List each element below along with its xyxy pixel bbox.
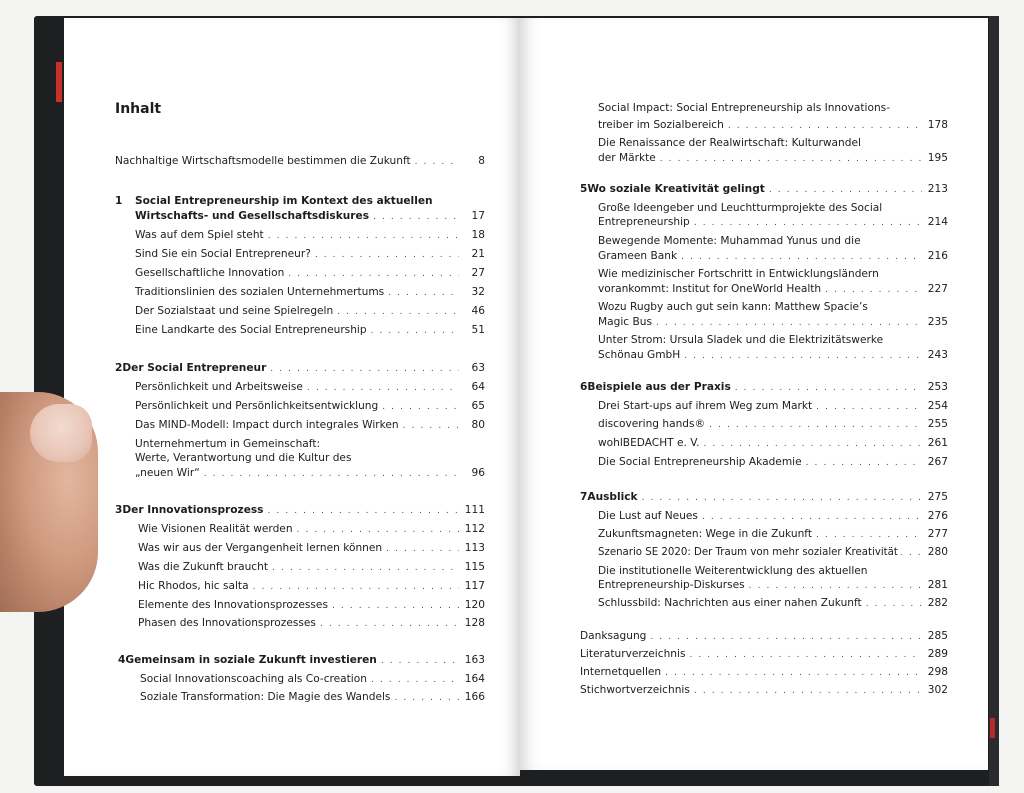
- toc-leader-dots: [866, 597, 922, 611]
- toc-entry-label: Persönlichkeit und Persönlichkeitsentwicklung: [135, 400, 379, 412]
- toc-entry-page: 21: [471, 248, 485, 260]
- toc-entry: [580, 629, 948, 644]
- toc-entry-label: Was auf dem Spiel steht: [135, 229, 264, 241]
- toc-leader-dots: [403, 419, 459, 433]
- toc-entry-page: 216: [927, 250, 948, 262]
- toc-entry-page: 112: [464, 523, 485, 535]
- toc-entry-line2: Entrepreneurship: [598, 216, 690, 228]
- toc-entry: [598, 249, 948, 264]
- toc-leader-dots: [825, 283, 922, 297]
- toc-leader-dots: [709, 418, 922, 432]
- toc-entry-line3: „neuen Wir“: [135, 467, 200, 479]
- thumbnail-nail: [30, 404, 92, 462]
- toc-entry: [135, 304, 485, 319]
- toc-entry-page: 275: [927, 491, 948, 503]
- toc-leader-dots: [900, 546, 924, 560]
- toc-entry-line2: der Märkte: [598, 152, 656, 164]
- toc-entry-page: 27: [471, 267, 485, 279]
- toc-leader-dots: [728, 119, 922, 133]
- toc-entry-label: Der Sozialstaat und seine Spielregeln: [135, 305, 334, 317]
- toc-leader-dots: [381, 654, 459, 668]
- toc-entry-page: 166: [464, 691, 485, 703]
- toc-entry-label: Die Social Entrepreneurship Akademie: [598, 456, 802, 468]
- toc-entry-label: Eine Landkarte des Social Entrepreneurship: [135, 324, 367, 336]
- toc-leader-dots: [270, 362, 459, 376]
- toc-leader-dots: [394, 691, 459, 705]
- toc-entry-page: 243: [927, 349, 948, 361]
- toc-entry-label: Nachhaltige Wirtschaftsmodelle bestimmen die Zukunft: [115, 155, 411, 167]
- toc-entry-page: 267: [927, 456, 948, 468]
- toc-entry-label: Traditionslinien des sozialen Unternehmertums: [135, 286, 385, 298]
- toc-entry-label: Was wir aus der Vergangenheit lernen können: [138, 542, 383, 554]
- toc-entry-page: 254: [927, 400, 948, 412]
- chapter-number: 6: [580, 381, 588, 393]
- toc-leader-dots: [388, 286, 459, 300]
- toc-entry-label: Drei Start-ups auf ihrem Weg zum Markt: [598, 400, 813, 412]
- toc-entry: [135, 266, 485, 281]
- toc-leader-dots: [684, 349, 922, 363]
- toc-entry-page: 113: [464, 542, 485, 554]
- toc-entry-label: discovering hands®: [598, 418, 706, 430]
- toc-entry-label: wohlBEDACHT e. V.: [598, 437, 700, 449]
- toc-entry-label: Elemente des Innovationsprozesses: [138, 599, 328, 611]
- toc-leader-dots: [415, 155, 459, 169]
- toc-entry-label: Soziale Transformation: Die Magie des Wandels: [140, 691, 391, 703]
- toc-entry-page: 195: [927, 152, 948, 164]
- toc-leader-dots: [386, 542, 459, 556]
- toc-entry-page: 80: [471, 419, 485, 431]
- chapter-number: 4: [118, 654, 126, 666]
- toc-entry-page: 111: [464, 504, 485, 516]
- toc-entry-label: Was die Zukunft braucht: [138, 561, 268, 573]
- toc-entry: [138, 522, 485, 537]
- toc-entry-line2: Schönau GmbH: [598, 349, 681, 361]
- toc-entry-line1: Wie medizinischer Fortschritt in Entwicklungsländern: [598, 268, 879, 280]
- toc-entry-page: 64: [471, 381, 485, 393]
- toc-leader-dots: [204, 467, 459, 481]
- cover-edge-mark: [990, 718, 995, 738]
- toc-leader-dots: [665, 666, 922, 680]
- chapter-heading: [115, 361, 485, 376]
- toc-leader-dots: [681, 250, 922, 264]
- chapter-title: Beispiele aus der Praxis: [587, 381, 731, 393]
- toc-leader-dots: [689, 648, 922, 662]
- toc-entry-page: 117: [464, 580, 485, 592]
- toc-entry-label: Sind Sie ein Social Entrepreneur?: [135, 248, 311, 260]
- cover-accent-mark: [56, 62, 62, 102]
- toc-entry-page: 120: [464, 599, 485, 611]
- toc-entry-page: 115: [464, 561, 485, 573]
- toc-entry: [115, 154, 485, 169]
- toc-entry-page: 8: [478, 155, 485, 167]
- toc-entry-page: 235: [927, 316, 948, 328]
- chapter-title-line2: Wirtschafts- und Gesellschaftsdiskures: [135, 210, 370, 222]
- toc-entry: [135, 247, 485, 262]
- toc-leader-dots: [268, 229, 459, 243]
- chapter-title: Ausblick: [587, 491, 638, 503]
- toc-entry-line2: Magic Bus: [598, 316, 652, 328]
- toc-entry-label: Persönlichkeit und Arbeitsweise: [135, 381, 303, 393]
- toc-entry: [135, 285, 485, 300]
- toc-entry-label: Das MIND-Modell: Impact durch integrales Wirken: [135, 419, 399, 431]
- toc-entry: [598, 215, 948, 230]
- toc-leader-dots: [694, 216, 922, 230]
- toc-entry: [138, 541, 485, 556]
- toc-entry-page: 164: [464, 673, 485, 685]
- toc-entry: [598, 282, 948, 297]
- toc-entry-line1: Große Ideengeber und Leuchtturmprojekte des Social: [598, 202, 883, 214]
- toc-entry: [598, 545, 948, 560]
- toc-entry-label: Die Lust auf Neues: [598, 510, 698, 522]
- toc-entry: [135, 399, 485, 414]
- toc-entry-label: Phasen des Innovationsprozesses: [138, 617, 316, 629]
- toc-entry: [138, 598, 485, 613]
- chapter-title: Der Innovationsprozess: [122, 504, 264, 516]
- toc-title: Inhalt: [115, 101, 162, 117]
- toc-entry-page: 17: [471, 210, 485, 222]
- toc-entry-line2: Entrepreneurship-Diskurses: [598, 579, 745, 591]
- toc-leader-dots: [694, 684, 922, 698]
- chapter-heading: [580, 182, 948, 197]
- toc-entry-line1: Die Renaissance der Realwirtschaft: Kulturwandel: [598, 137, 861, 149]
- toc-entry: [580, 683, 948, 698]
- toc-entry-line1: Die institutionelle Weiterentwicklung des aktuellen: [598, 565, 868, 577]
- toc-entry: [598, 348, 948, 363]
- toc-entry: [580, 647, 948, 662]
- toc-leader-dots: [373, 210, 459, 224]
- toc-entry-page: 289: [927, 648, 948, 660]
- chapter-heading: [115, 503, 485, 518]
- toc-entry-label: Social Innovationscoaching als Co-creation: [140, 673, 367, 685]
- toc-entry-page: 298: [927, 666, 948, 678]
- toc-leader-dots: [735, 381, 922, 395]
- toc-entry-label: Internetquellen: [580, 666, 662, 678]
- toc-entry: [140, 690, 485, 705]
- toc-leader-dots: [253, 580, 459, 594]
- toc-leader-dots: [650, 630, 922, 644]
- chapter-heading: [580, 490, 948, 505]
- toc-entry-page: 96: [471, 467, 485, 479]
- chapter-heading: [580, 380, 948, 395]
- toc-entry: [135, 380, 485, 395]
- toc-leader-dots: [806, 456, 922, 470]
- toc-entry-line2: treiber im Sozialbereich: [598, 119, 724, 131]
- toc-entry-page: 18: [471, 229, 485, 241]
- toc-entry-page: 65: [471, 400, 485, 412]
- toc-entry: [135, 228, 485, 243]
- toc-leader-dots: [769, 183, 922, 197]
- toc-entry-page: 285: [927, 630, 948, 642]
- toc-entry-page: 253: [927, 381, 948, 393]
- toc-leader-dots: [371, 673, 459, 687]
- toc-entry: [598, 399, 948, 414]
- toc-entry-page: 51: [471, 324, 485, 336]
- toc-leader-dots: [656, 316, 922, 330]
- toc-entry: [598, 315, 948, 330]
- toc-entry-page: 281: [927, 579, 948, 591]
- toc-entry: [598, 578, 948, 593]
- chapter-title-line1: Social Entrepreneurship im Kontext des aktuellen: [135, 195, 433, 207]
- toc-entry: [135, 323, 485, 338]
- toc-entry-page: 227: [927, 283, 948, 295]
- toc-entry: [598, 417, 948, 432]
- toc-entry-line1: Social Impact: Social Entrepreneurship als Innovations-: [598, 102, 891, 114]
- toc-entry: [138, 579, 485, 594]
- toc-entry-page: 163: [464, 654, 485, 666]
- toc-leader-dots: [307, 381, 459, 395]
- toc-entry-line2: vorankommt: Institut for OneWorld Health: [598, 283, 822, 295]
- toc-entry: [138, 560, 485, 575]
- toc-entry-page: 255: [927, 418, 948, 430]
- toc-entry-page: 261: [927, 437, 948, 449]
- chapter-title: Wo soziale Kreativität gelingt: [587, 183, 765, 195]
- toc-leader-dots: [337, 305, 459, 319]
- toc-leader-dots: [702, 510, 922, 524]
- toc-entry-page: 213: [927, 183, 948, 195]
- toc-entry: [580, 665, 948, 680]
- toc-leader-dots: [704, 437, 923, 451]
- toc-entry-label: Szenario SE 2020: Der Traum von mehr sozialer Kreativität: [598, 547, 898, 558]
- toc-entry: [140, 672, 485, 687]
- toc-leader-dots: [816, 400, 922, 414]
- toc-leader-dots: [268, 504, 460, 518]
- toc-entry-label: Stichwortverzeichnis: [580, 684, 690, 696]
- toc-entry-page: 46: [471, 305, 485, 317]
- toc-entry-label: Zukunftsmagneten: Wege in die Zukunft: [598, 528, 812, 540]
- chapter-title: Der Social Entrepreneur: [122, 362, 267, 374]
- toc-entry-page: 302: [927, 684, 948, 696]
- toc-leader-dots: [660, 152, 922, 166]
- toc-leader-dots: [642, 491, 922, 505]
- chapter-number: 3: [115, 504, 123, 516]
- toc-entry-label: Danksagung: [580, 630, 647, 642]
- toc-entry-line1: Unternehmertum in Gemeinschaft:: [135, 438, 321, 450]
- toc-leader-dots: [371, 324, 459, 338]
- chapter-title: Gemeinsam in soziale Zukunft investieren: [125, 654, 377, 666]
- toc-entry: [138, 616, 485, 631]
- toc-entry-page: 178: [927, 119, 948, 131]
- toc-entry-line1: Bewegende Momente: Muhammad Yunus und die: [598, 235, 861, 247]
- toc-entry-page: 277: [927, 528, 948, 540]
- toc-entry: [598, 436, 948, 451]
- toc-entry-line1: Unter Strom: Ursula Sladek und die Elektrizitätswerke: [598, 334, 884, 346]
- chapter-heading: [115, 194, 433, 208]
- toc-entry: [598, 455, 948, 470]
- toc-entry: [135, 418, 485, 433]
- toc-entry-label: Wie Visionen Realität werden: [138, 523, 293, 535]
- toc-leader-dots: [320, 617, 459, 631]
- toc-entry-page: 214: [927, 216, 948, 228]
- toc-entry-page: 282: [927, 597, 948, 609]
- toc-entry: [598, 527, 948, 542]
- toc-entry: [598, 596, 948, 611]
- toc-leader-dots: [272, 561, 459, 575]
- toc-leader-dots: [315, 248, 459, 262]
- toc-entry-page: 128: [464, 617, 485, 629]
- toc-leader-dots: [297, 523, 459, 537]
- toc-leader-dots: [382, 400, 459, 414]
- chapter-number: 5: [580, 183, 588, 195]
- chapter-number: 2: [115, 362, 123, 374]
- toc-entry-page: 280: [927, 546, 948, 558]
- chapter-heading: [118, 653, 485, 668]
- toc-entry-page: 32: [471, 286, 485, 298]
- chapter-number: 1: [115, 195, 123, 207]
- toc-leader-dots: [749, 579, 922, 593]
- toc-entry-label: Gesellschaftliche Innovation: [135, 267, 285, 279]
- toc-entry-label: Schlussbild: Nachrichten aus einer nahen Zukunft: [598, 597, 862, 609]
- toc-entry-label: Hic Rhodos, hic salta: [138, 580, 249, 592]
- toc-entry: [598, 151, 948, 166]
- toc-entry-label: Literaturverzeichnis: [580, 648, 686, 660]
- toc-entry: [598, 509, 948, 524]
- toc-leader-dots: [816, 528, 922, 542]
- toc-entry-page: 63: [471, 362, 485, 374]
- toc-leader-dots: [332, 599, 459, 613]
- toc-entry-line2: Werte, Verantwortung und die Kultur des: [135, 452, 352, 464]
- toc-entry-page: 276: [927, 510, 948, 522]
- toc-entry: [135, 209, 485, 224]
- toc-entry-line1: Wozu Rugby auch gut sein kann: Matthew Spacie’s: [598, 301, 868, 313]
- chapter-number: 7: [580, 491, 588, 503]
- toc-entry-line2: Grameen Bank: [598, 250, 678, 262]
- toc-entry: [598, 118, 948, 133]
- toc-leader-dots: [288, 267, 459, 281]
- toc-entry: [135, 466, 485, 481]
